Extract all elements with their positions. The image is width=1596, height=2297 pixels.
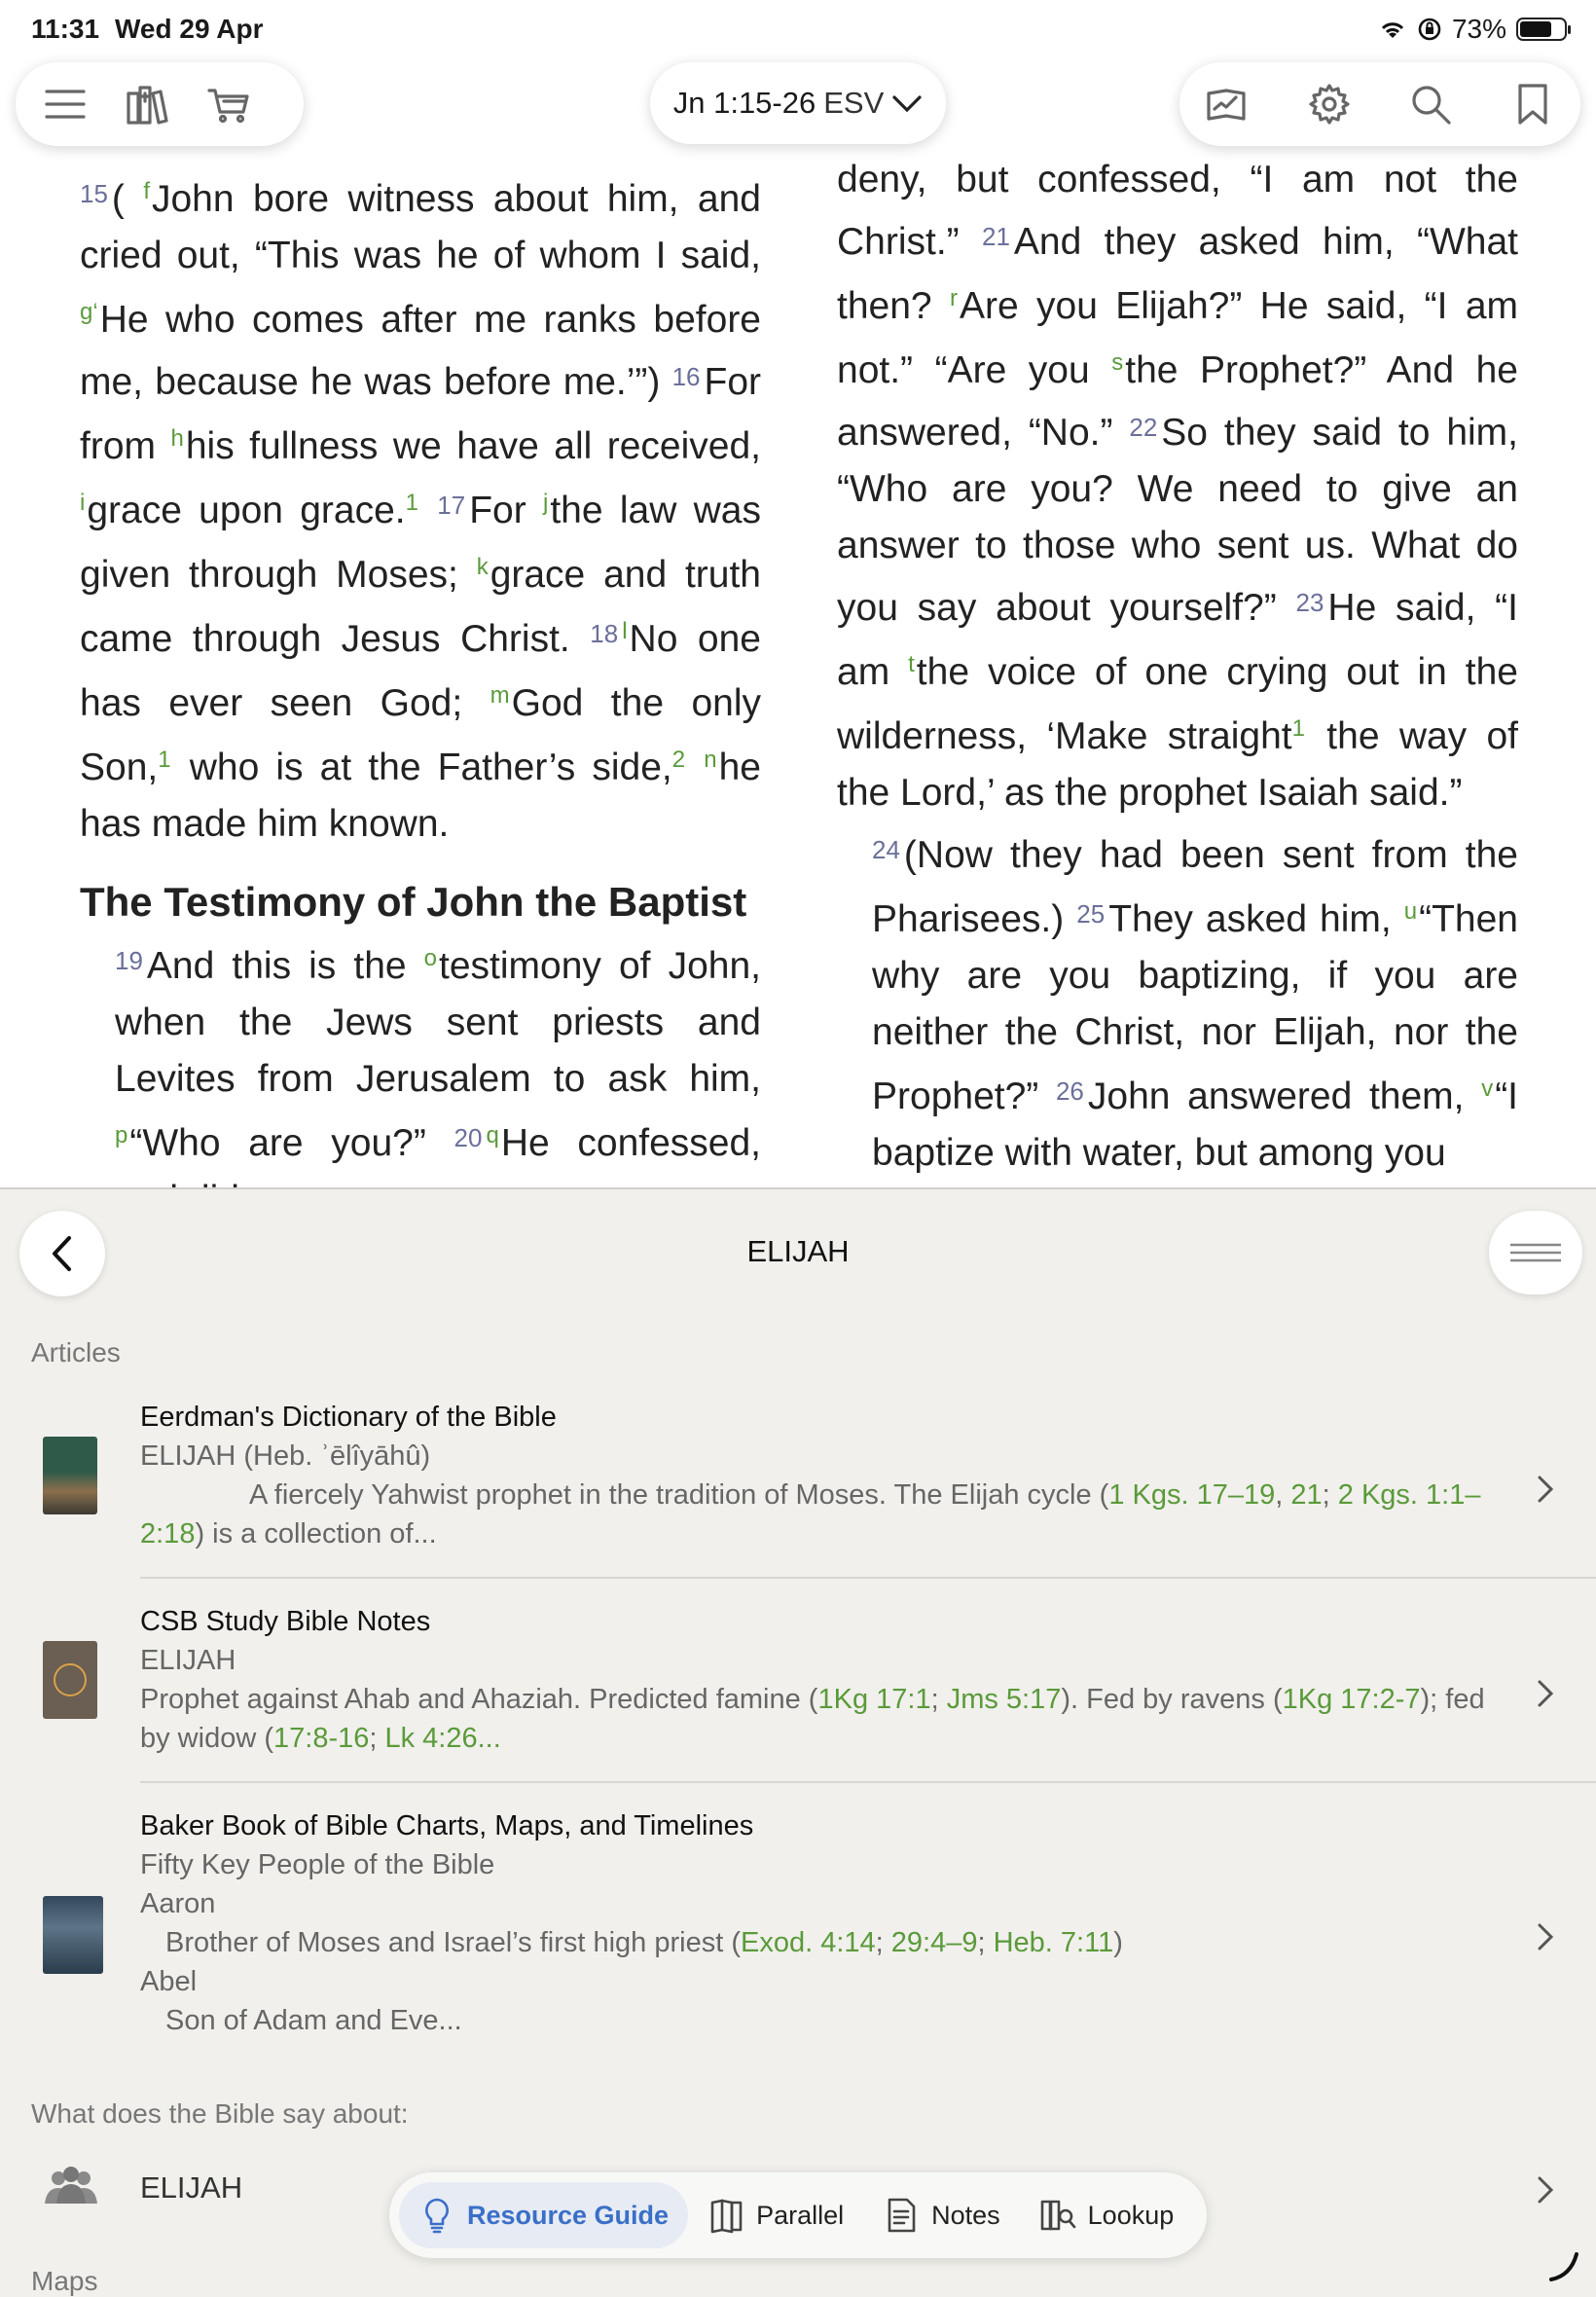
bible-version[interactable]: ESV	[823, 86, 885, 120]
chevron-right-icon[interactable]	[1532, 1680, 1559, 1707]
scripture-reference-link[interactable]: 1Kg 17:2-7	[1282, 1684, 1421, 1715]
chevron-right-icon[interactable]	[1532, 1923, 1559, 1951]
panel-title: ELIJAH	[746, 1234, 850, 1268]
text-run: )	[1113, 1927, 1123, 1958]
text-run: grace upon grace.	[87, 490, 406, 531]
text-run: ); fed by widow (	[140, 1684, 1485, 1754]
gear-icon[interactable]	[1303, 78, 1356, 130]
book-cover-thumbnail	[43, 1437, 97, 1514]
verse-number[interactable]: 21	[981, 222, 1010, 251]
maps-section-label: Maps	[31, 2266, 98, 2296]
battery-percent: 73%	[1451, 14, 1506, 44]
verse-number[interactable]: 20	[453, 1123, 483, 1152]
tab-notes[interactable]	[863, 2182, 1020, 2248]
tab-resource-guide[interactable]	[399, 2182, 688, 2248]
article-snippet	[140, 1680, 1499, 1758]
footnote-marker[interactable]: m	[490, 682, 510, 709]
menu-icon[interactable]	[39, 78, 91, 130]
article-row[interactable]	[0, 1398, 1596, 1588]
text-run: grace and truth came through Jesus Christ.	[80, 554, 761, 660]
footnote-marker[interactable]: r	[949, 285, 958, 311]
text-run: the law was given through Moses;	[80, 490, 761, 596]
wifi-icon	[1378, 18, 1407, 41]
article-entry-name: Abel	[140, 1966, 198, 1997]
text-run: who is at the Father’s side,	[172, 747, 672, 788]
article-text[interactable]	[140, 1398, 1499, 1553]
text-run: “I baptize with water, but among you	[872, 1076, 1519, 1174]
text-run: God the only Son,	[80, 682, 761, 788]
text-run: ;	[875, 1927, 891, 1958]
text-run: No one has ever seen God;	[80, 618, 761, 724]
lookup-icon	[1039, 2197, 1076, 2234]
scripture-reference-link[interactable]: Jms 5:17	[946, 1684, 1062, 1715]
topic-label[interactable]: ELIJAH	[140, 2170, 243, 2205]
text-run: testimony of John, when the Jews sent priests and Levites from Jerusalem to ask him,	[115, 945, 761, 1100]
scripture-reference-link[interactable]: Exod. 4:14	[741, 1927, 876, 1958]
verse-number[interactable]: 22	[1129, 413, 1158, 442]
text-run	[687, 747, 704, 788]
article-text[interactable]	[140, 1806, 1499, 2040]
tab-lookup[interactable]	[1020, 2182, 1194, 2248]
text-run: ;	[930, 1684, 947, 1715]
chevron-down-icon[interactable]	[891, 92, 923, 114]
footnote-marker[interactable]: t	[908, 651, 915, 677]
battery-level	[1520, 21, 1551, 37]
scripture-reference-link[interactable]: 21	[1290, 1479, 1323, 1511]
article-row[interactable]	[0, 1602, 1596, 1787]
text-run: deny, but confessed, “I am not the Christ.”	[837, 159, 1518, 263]
text-run: John answered them,	[1087, 1076, 1482, 1117]
footnote-marker[interactable]: 1	[405, 490, 418, 516]
article-subtitle: ELIJAH (Heb. ʾēlîyāhû)	[140, 1440, 431, 1472]
people-icon	[39, 2165, 103, 2207]
verse-number[interactable]: 19	[115, 946, 143, 975]
status-indicators	[1378, 14, 1567, 45]
verse-number[interactable]: 23	[1295, 588, 1324, 617]
text-run: They asked him,	[1108, 898, 1404, 940]
notes-icon	[883, 2197, 920, 2234]
book-cover-thumbnail	[43, 1641, 97, 1719]
text-run: For	[469, 490, 543, 531]
footnote-marker[interactable]: l	[622, 618, 628, 644]
divider	[140, 1577, 1596, 1579]
scripture-reference-link[interactable]: 2 Kgs. 1:1–2:18	[140, 1479, 1481, 1550]
verse-number[interactable]: 26	[1055, 1076, 1084, 1106]
tab-label[interactable]: Notes	[931, 2200, 1000, 2230]
text-run: ,	[1275, 1479, 1291, 1511]
reference-selector[interactable]	[650, 62, 946, 144]
bible-paragraph	[80, 930, 761, 1228]
article-subtitle: Fifty Key People of the Bible	[140, 1849, 495, 1880]
article-title[interactable]: Eerdman's Dictionary of the Bible	[140, 1402, 557, 1433]
toolbar-right	[1179, 62, 1580, 146]
text-run: And this is the	[146, 945, 424, 987]
text-run: the Prophet?” And he answered, “No.”	[837, 349, 1518, 454]
text-run: For from	[80, 361, 761, 467]
verse-number[interactable]: 25	[1076, 899, 1106, 929]
article-snippet	[140, 1476, 1499, 1553]
footnote-marker[interactable]: k	[476, 554, 489, 580]
bookmark-icon[interactable]	[1506, 78, 1559, 130]
footnote-marker[interactable]: f	[143, 178, 150, 204]
verse-number[interactable]: 15	[80, 179, 108, 208]
text-run: he has made him known.	[80, 747, 761, 845]
scripture-reference-link[interactable]: Lk 4:26...	[384, 1723, 501, 1754]
bible-paragraph	[80, 164, 761, 853]
text-run: ). Fed by ravens (	[1061, 1684, 1283, 1715]
article-title[interactable]: Baker Book of Bible Charts, Maps, and Timelines	[140, 1810, 754, 1841]
battery-icon	[1516, 18, 1567, 41]
text-run: John bore witness about him, and cried out, “This was he of whom I said,	[80, 178, 761, 276]
article-entry-text: Son of Adam and Eve...	[165, 2005, 462, 2036]
article-row[interactable]	[0, 1806, 1596, 2079]
rotation-lock-icon	[1417, 17, 1442, 42]
scripture-reference-link[interactable]: 1 Kgs. 17–19	[1108, 1479, 1276, 1511]
passage-reference[interactable]: Jn 1:15-26	[672, 86, 816, 120]
text-run: ;	[1322, 1479, 1338, 1511]
bible-paragraph	[837, 821, 1518, 1182]
text-run: the voice of one crying out in the wilderness, ‘Make straight	[837, 651, 1519, 757]
toolbar-left	[16, 62, 304, 146]
text-run: ;	[369, 1723, 385, 1754]
resize-corner-icon[interactable]	[1547, 2250, 1580, 2283]
text-run: Are you Elijah?” He said, “I am not.” “Are you	[837, 285, 1518, 391]
text-run: ) is a collection of...	[195, 1518, 437, 1550]
text-run: (	[111, 178, 144, 220]
footnote-marker[interactable]: 2	[671, 747, 686, 773]
status-date: Wed 29 Apr	[115, 14, 264, 44]
text-run: “Then why are you baptizing, if you are neither the Christ, nor Elijah, nor the Prophet?”	[872, 898, 1518, 1117]
footnote-marker[interactable]: v	[1481, 1076, 1494, 1102]
chevron-right-icon[interactable]	[1532, 2176, 1559, 2204]
footnote-marker[interactable]: 1	[1291, 715, 1305, 742]
verse-number[interactable]: 17	[437, 491, 466, 520]
bible-says-section-label: What does the Bible say about:	[31, 2098, 409, 2129]
section-heading: The Testimony of John the Baptist	[80, 879, 747, 925]
scripture-reference-link[interactable]: 1Kg 17:1	[817, 1684, 931, 1715]
article-entry-name: Aaron	[140, 1888, 216, 1919]
footnote-marker[interactable]: u	[1403, 898, 1418, 925]
text-run: So they said to him, “Who are you? We need to give an answer to those who sent us. What do you say about yourself?”	[837, 412, 1518, 629]
footnote-marker[interactable]: i	[80, 490, 86, 516]
article-snippet	[140, 1923, 1499, 1962]
library-icon[interactable]	[121, 78, 173, 130]
status-time: 11:31	[31, 14, 100, 44]
text-run: A fiercely Yahwist prophet in the tradition of Moses. The Elijah cycle (	[249, 1479, 1109, 1511]
reading-plan-icon[interactable]	[1201, 78, 1253, 130]
article-text[interactable]	[140, 1602, 1499, 1758]
text-run: Brother of Moses and Israel’s first high priest (	[165, 1927, 741, 1958]
bottom-tab-bar	[389, 2172, 1207, 2258]
panel-menu-button[interactable]	[1489, 1211, 1582, 1294]
footnote-marker[interactable]: g‘	[80, 299, 98, 325]
tab-parallel[interactable]	[688, 2182, 863, 2248]
text-run: (Now they had been sent from the Pharisees.)	[872, 834, 1518, 940]
tab-label[interactable]: Parallel	[756, 2200, 845, 2230]
text-run: And they asked him, “What then?	[837, 221, 1519, 327]
text-run: Prophet against Ahab and Ahaziah. Predicted famine (	[140, 1684, 818, 1715]
tab-label[interactable]: Lookup	[1087, 2200, 1175, 2230]
article-title[interactable]: CSB Study Bible Notes	[140, 1606, 431, 1637]
footnote-marker[interactable]: h	[170, 425, 184, 452]
bible-text-right-column	[837, 152, 1518, 1182]
footnote-marker[interactable]: 1	[158, 747, 171, 773]
tab-label[interactable]: Resource Guide	[467, 2200, 670, 2230]
search-icon[interactable]	[1404, 78, 1457, 130]
status-bar	[0, 0, 1596, 58]
verse-number[interactable]: 16	[671, 362, 701, 391]
scripture-reference-link[interactable]: 17:8-16	[273, 1723, 370, 1754]
bible-text-left-column	[80, 164, 761, 1228]
footnote-marker[interactable]: q	[486, 1122, 499, 1148]
cart-icon[interactable]	[202, 78, 255, 130]
article-subtitle: ELIJAH	[140, 1645, 236, 1676]
articles-section-label: Articles	[31, 1337, 121, 1367]
verse-number[interactable]: 24	[872, 835, 900, 864]
chevron-right-icon[interactable]	[1532, 1476, 1559, 1503]
footnote-marker[interactable]: s	[1111, 349, 1124, 376]
book-cover-thumbnail	[43, 1896, 103, 1974]
resource-guide-panel	[0, 1187, 1596, 2297]
footnote-marker[interactable]: n	[704, 747, 717, 773]
footnote-marker[interactable]: o	[423, 945, 438, 971]
bible-paragraph	[837, 152, 1518, 821]
lightbulb-icon	[418, 2197, 455, 2234]
divider	[140, 1781, 1596, 1783]
text-run: his fullness we have all received,	[185, 425, 761, 467]
scripture-reference-link[interactable]: Heb. 7:11	[993, 1927, 1114, 1958]
text-run: “Who are you?”	[129, 1122, 454, 1164]
parallel-books-icon	[707, 2197, 744, 2234]
drag-handle-icon[interactable]	[1510, 1241, 1561, 1264]
text-run	[420, 490, 437, 531]
text-run: ;	[977, 1927, 994, 1958]
footnote-marker[interactable]: j	[543, 490, 549, 516]
verse-number[interactable]: 18	[590, 619, 619, 648]
text-run: He confessed,	[500, 1122, 761, 1164]
text-run: He who comes after me ranks before me, because he was before me.’”)	[80, 299, 761, 403]
text-run: the way of the Lord,’ as the prophet Isaiah said.”	[837, 715, 1519, 814]
scripture-reference-link[interactable]: 29:4–9	[890, 1927, 978, 1958]
text-run: He said, “I am	[837, 587, 1518, 693]
footnote-marker[interactable]: p	[115, 1122, 128, 1148]
